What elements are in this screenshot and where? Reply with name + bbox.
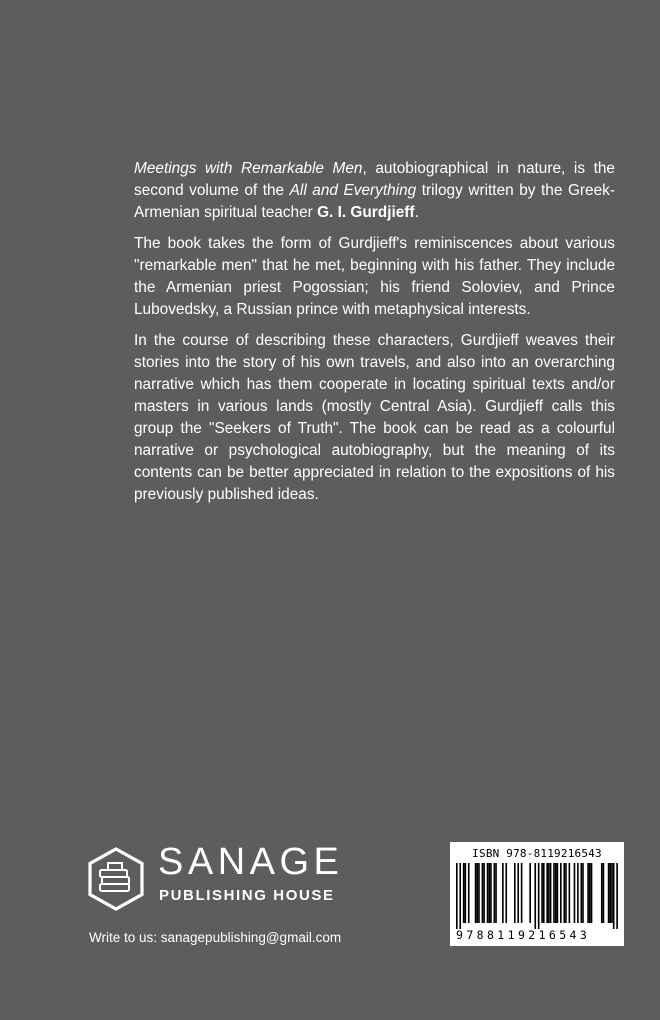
barcode-bar xyxy=(488,863,490,923)
barcode-bar xyxy=(563,863,565,923)
barcode-bar xyxy=(465,863,467,923)
barcode-bar xyxy=(529,863,531,923)
barcode-bar xyxy=(487,863,489,923)
barcode-bar xyxy=(502,863,504,923)
barcode-bar xyxy=(560,863,562,923)
blurb-paragraph-3: In the course of describing these characters, Gurdjieff weaves their stories into the story of his own travels, and also into an overarching narrative which has them cooperate in locating spiritual texts and/or masters in various lands (mostly Central Asia). Gurdjieff calls this group the "Seekers of Truth". The book can be read as a colourful narrative or psychological autobiography, but the meaning of its contents can be better appreciated in relation to the expositions of his previously published ideas. xyxy=(134,332,615,503)
series-title: All and Everything xyxy=(289,182,417,199)
barcode-bar xyxy=(603,863,605,923)
barcode-bar xyxy=(459,863,461,929)
barcode-bar xyxy=(534,863,536,929)
barcode-bar xyxy=(589,863,591,923)
barcode-bar xyxy=(555,863,557,923)
book-title: Meetings with Remarkable Men xyxy=(134,160,363,177)
barcode-bar xyxy=(546,863,548,923)
barcode-bar xyxy=(553,863,555,923)
barcode-bar xyxy=(475,863,477,923)
barcode-bar xyxy=(601,863,603,923)
barcode-bar xyxy=(548,863,550,923)
contact-email-text: Write to us: sanagepublishing@gmail.com xyxy=(89,930,342,945)
barcode-bar xyxy=(456,863,458,929)
barcode-bar xyxy=(565,863,567,923)
barcode-bar xyxy=(609,863,611,923)
barcode-bar xyxy=(577,863,579,923)
barcode-bar xyxy=(490,863,492,923)
barcode-bar xyxy=(580,863,582,923)
barcode-digits: 9788119216543 xyxy=(456,928,591,942)
barcode-bar xyxy=(538,863,540,929)
barcode-bar xyxy=(569,863,571,923)
blurb-text: . xyxy=(414,204,419,221)
barcode-bar xyxy=(476,863,478,923)
barcode-bar xyxy=(482,863,484,923)
barcode-bar xyxy=(468,863,470,923)
barcode-bar xyxy=(514,863,516,923)
publisher-subtitle: PUBLISHING HOUSE xyxy=(159,887,335,904)
barcode-bar xyxy=(611,863,613,923)
barcode-bar xyxy=(557,863,559,923)
author-name: G. I. Gurdjieff xyxy=(317,204,415,221)
barcode-bar xyxy=(591,863,593,923)
isbn-barcode-box xyxy=(450,842,624,946)
barcode-bar xyxy=(495,863,497,923)
barcode-bar xyxy=(478,863,480,923)
barcode-bar xyxy=(550,863,552,923)
blurb-paragraph-1 xyxy=(134,158,615,224)
blurb-text: trilogy written by the Greek-Armenian spiritual teacher xyxy=(134,182,615,221)
barcode-bar xyxy=(608,863,610,923)
blurb-text: , autobiographical in nature, is the second volume of the xyxy=(134,160,615,199)
books-hexagon-icon xyxy=(86,846,146,912)
barcode-bar xyxy=(517,863,519,923)
barcode-bar xyxy=(582,863,584,923)
barcode-bar xyxy=(483,863,485,923)
barcode-bar xyxy=(494,863,496,923)
barcode-bar xyxy=(616,863,618,929)
barcode-bar xyxy=(463,863,465,923)
barcode-bar xyxy=(543,863,545,923)
back-cover-blurb xyxy=(134,158,615,515)
barcode-bar xyxy=(574,863,576,923)
barcode-bar xyxy=(505,863,507,923)
publisher-name: SANAGE xyxy=(158,841,344,883)
blurb-paragraph-2: The book takes the form of Gurdjieff's reminiscences about various "remarkable men" that he met, beginning with his father. They include the Armenian priest Pogossian; his friend Soloviev, and Prince Lubovedsky, a Russian prince with metaphysical interests. xyxy=(134,235,615,318)
barcode xyxy=(456,863,618,929)
barcode-bar xyxy=(613,863,615,929)
isbn-label: ISBN 978-8119216543 xyxy=(472,847,602,860)
barcode-bar xyxy=(521,863,523,923)
barcode-bar xyxy=(587,863,589,923)
barcode-bar xyxy=(541,863,543,923)
